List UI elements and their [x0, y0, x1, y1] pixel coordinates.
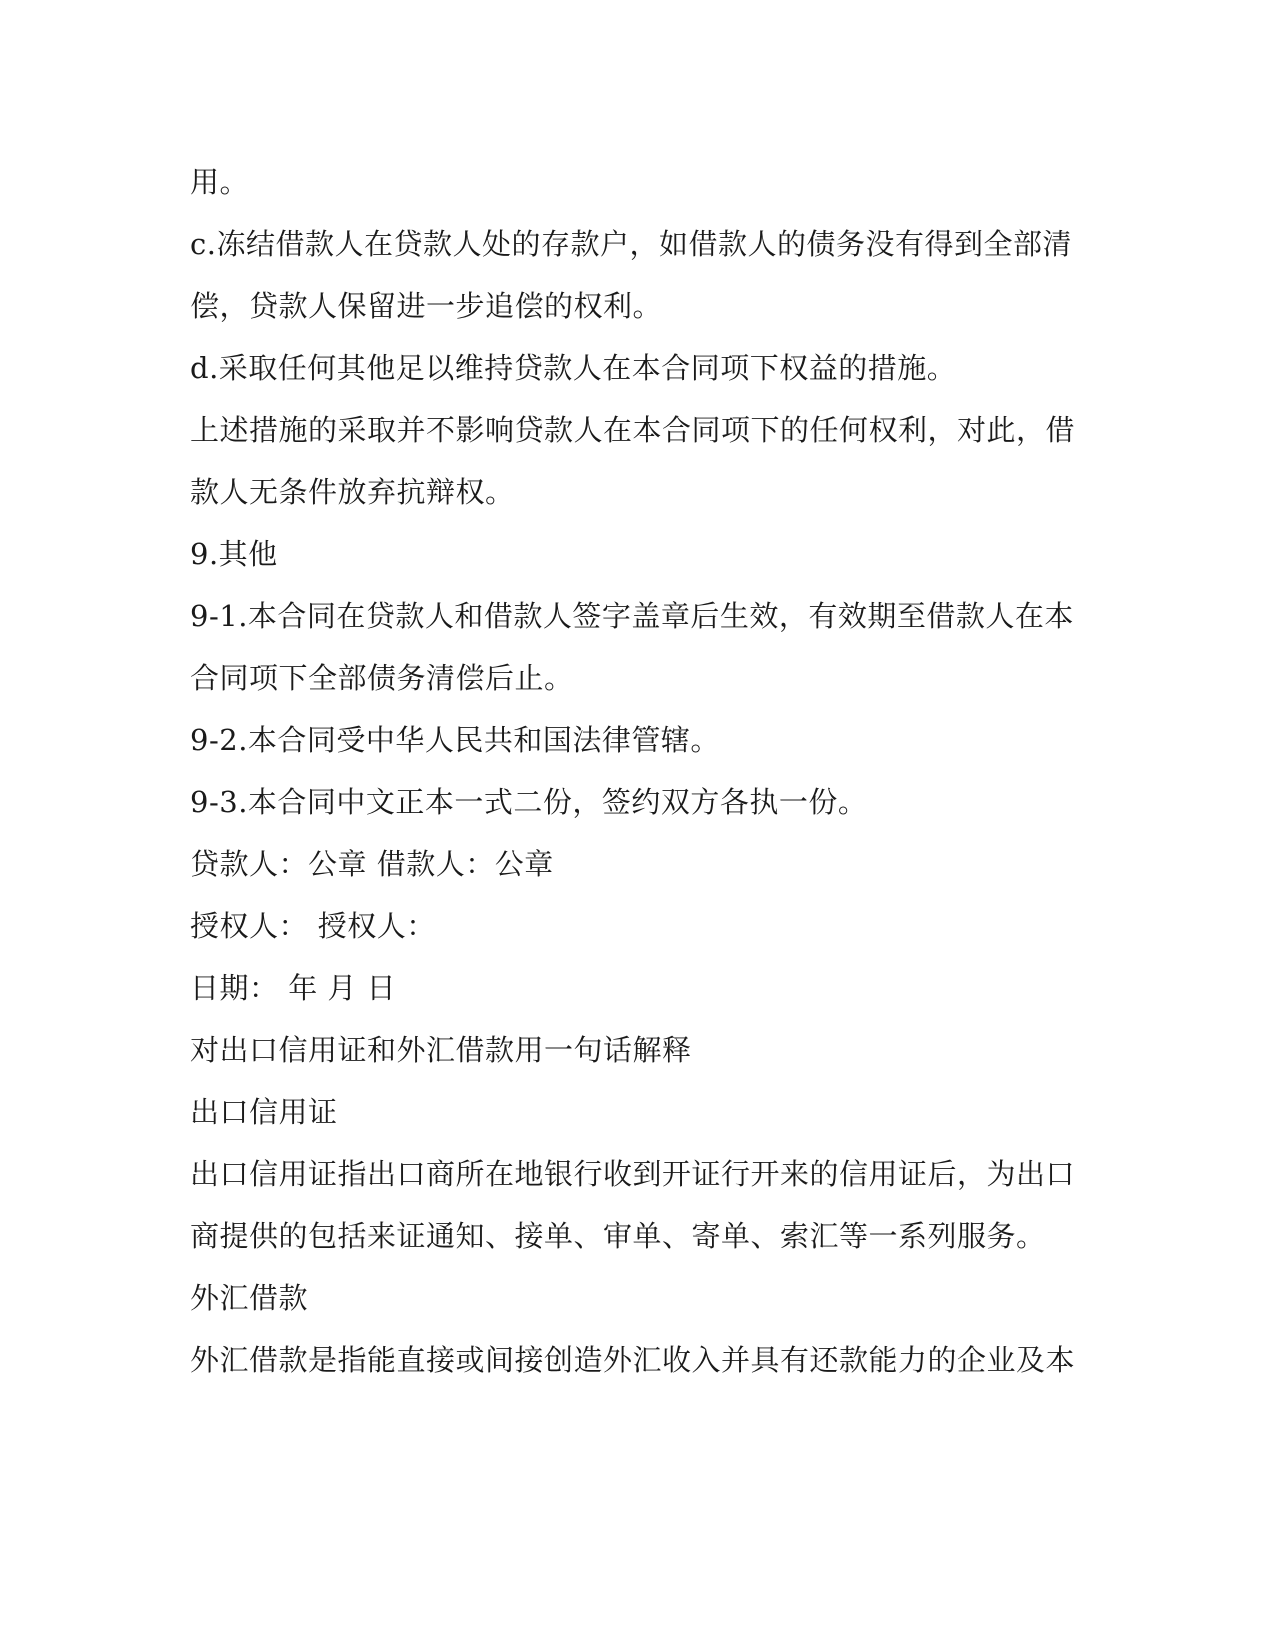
- text-line-18: 商提供的包括来证通知、接单、审单、寄单、索汇等一系列服务。: [190, 1219, 1046, 1253]
- signature-date-line: 日期： 年 月 日: [190, 971, 397, 1005]
- signature-seal-line: 贷款人：公章 借款人：公章: [190, 847, 554, 881]
- section-heading-other: 9.其他: [190, 537, 278, 571]
- text-line-3: 偿，贷款人保留进一步追偿的权利。: [190, 289, 663, 323]
- text-line-6: 款人无条件放弃抗辩权。: [190, 475, 515, 509]
- text-line-17: 出口信用证指出口商所在地银行收到开证行开来的信用证后，为出口: [190, 1157, 1076, 1191]
- text-line-10: 9-2.本合同受中华人民共和国法律管辖。: [190, 723, 720, 757]
- text-line-2: c.冻结借款人在贷款人处的存款户，如借款人的债务没有得到全部清: [190, 227, 1072, 261]
- term-heading-export-lc: 出口信用证: [190, 1095, 338, 1129]
- text-line-1: 用。: [190, 165, 250, 199]
- term-heading-fx-loan: 外汇借款: [190, 1281, 309, 1315]
- text-line-11: 9-3.本合同中文正本一式二份，签约双方各执一份。: [190, 785, 868, 819]
- explanation-heading: 对出口信用证和外汇借款用一句话解释: [190, 1033, 692, 1067]
- text-line-5: 上述措施的采取并不影响贷款人在本合同项下的任何权利，对此，借: [190, 413, 1076, 447]
- text-line-9: 合同项下全部债务清偿后止。: [190, 661, 574, 695]
- signature-authorizer-line: 授权人： 授权人：: [190, 909, 436, 943]
- document-body: [190, 160, 1076, 1400]
- text-line-4: d.采取任何其他足以维持贷款人在本合同项下权益的措施。: [190, 351, 957, 385]
- text-line-8: 9-1.本合同在贷款人和借款人签字盖章后生效，有效期至借款人在本: [190, 599, 1074, 633]
- text-line-20: 外汇借款是指能直接或间接创造外汇收入并具有还款能力的企业及本: [190, 1343, 1076, 1377]
